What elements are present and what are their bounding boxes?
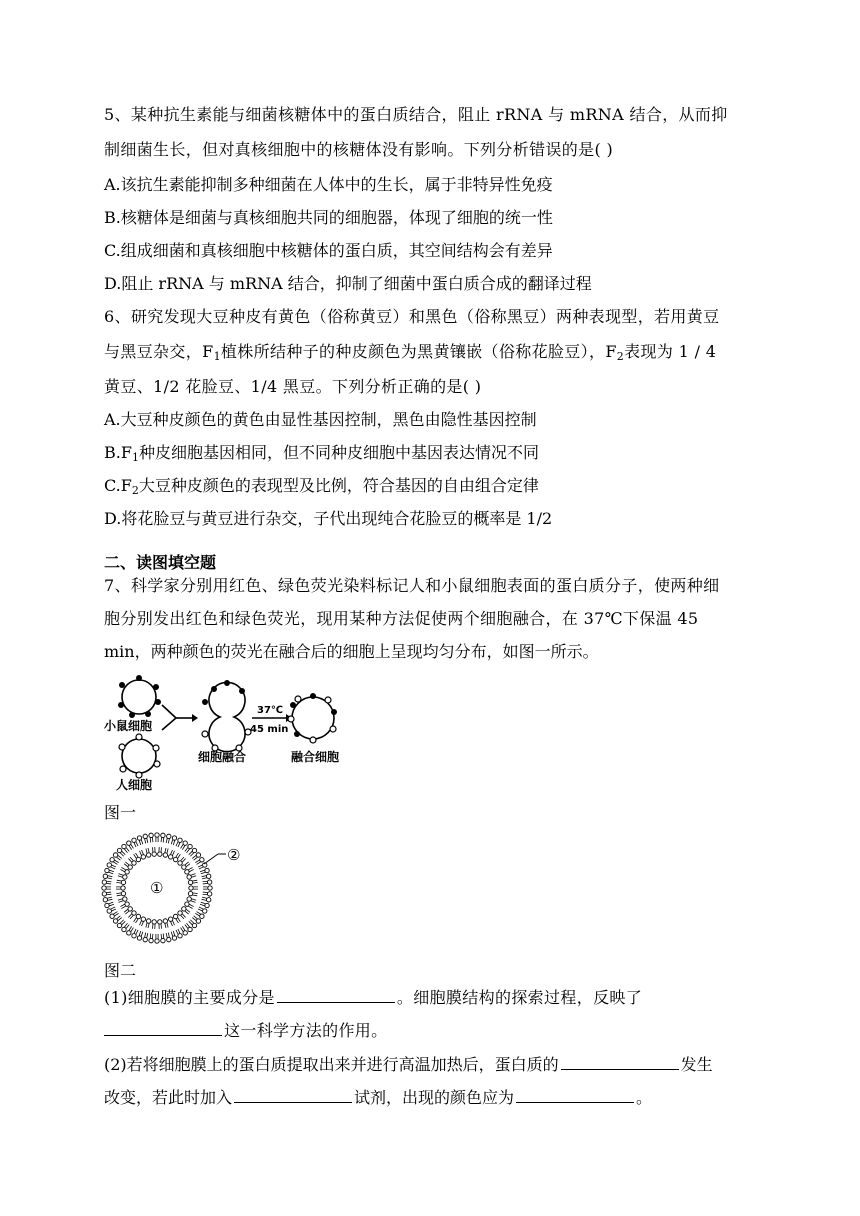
phospholipid-head [172,936,176,940]
phospholipid-head [188,891,192,895]
q5-option-a: A.该抗生素能抑制多种细菌在人体中的生长，属于非特异性免疫 [104,175,553,194]
phospholipid-head [143,937,147,941]
phospholipid-head [146,919,150,923]
phospholipid-head [158,920,162,924]
phospholipid-head [172,836,176,840]
phospholipid-head [136,914,140,918]
phospholipid-head [127,841,131,845]
q7-sub1-line1 [104,988,642,1008]
q7-sub2-text-e: 。 [636,1088,653,1107]
mouse-cell-circle [122,680,156,714]
phospholipid-head [155,939,159,943]
q6-sub-f2: 2 [616,350,625,363]
phospholipid-head [185,902,189,906]
q7-sub2-text-a: (2)若将细胞膜上的蛋白质提取出来并进行高温加热后，蛋白质的 [104,1055,559,1074]
phospholipid-head [187,875,191,879]
phospholipid-head [110,858,114,862]
phospholipid-tail [153,924,156,929]
phospholipid-tail [203,887,208,889]
phospholipid-tail [156,837,158,842]
q6-option-c-prefix: C.F [104,476,132,495]
phospholipid-head [125,870,129,874]
fig1-arrow-time: 45 min [250,724,289,735]
figure-2-caption: 图二 [104,961,137,980]
phospholipid-tail [159,847,162,852]
phospholipid-head [122,844,126,848]
phospholipid-head [123,897,127,901]
phospholipid-head [183,841,187,845]
q7-stem-line2: 胞分别发出红色和绿色荧光，现用某种方法促使两个细胞融合，在 37℃下保温 45 [104,609,699,628]
phospholipid-head [207,892,211,896]
fig1-label-mouse: 小鼠细胞 [104,719,153,733]
phospholipid-head [152,852,156,856]
answer-blank-3[interactable] [561,1055,679,1070]
q6-option-b [104,443,539,463]
phospholipid-head [173,857,177,861]
q6-option-c-text: 大豆种皮颜色的表现型及比例，符合基因的自由组合定律 [138,476,539,495]
phospholipid-head [137,936,141,940]
phospholipid-head [161,938,165,942]
phospholipid-head [161,833,165,837]
answer-blank-5[interactable] [516,1088,634,1103]
q7-sub1-text-b: 。细胞膜结构的探索过程，反映了 [396,988,643,1007]
q6-option-b-sub: 1 [131,451,139,464]
fig1-arrow-temp: 37℃ [257,705,284,716]
phospholipid-head [158,852,162,856]
phospholipid-head [200,858,204,862]
phospholipid-tail [145,933,148,938]
phospholipid-head [192,848,196,852]
q6-option-c-sub: 2 [131,484,139,497]
phospholipid-tail [202,876,207,879]
phospholipid-head [192,923,196,927]
phospholipid-head [117,923,121,927]
phospholipid-head [178,934,182,938]
q6-stem-line2-part-b: 植株所结种子的种皮颜色为黑黄镶嵌（俗称花脸豆），F [220,342,617,361]
phospholipid-head [155,833,159,837]
phospholipid-head [178,911,182,915]
q6-option-b-prefix: B.F [104,443,132,462]
phospholipid-tail [150,934,153,939]
phospholipid-head [149,833,153,837]
phospholipid-tail [106,887,111,889]
phospholipid-head [163,919,167,923]
phospholipid-head [105,903,109,907]
section-title: 二、读图填空题 [104,553,217,572]
human-cell-circle [122,739,156,773]
phospholipid-tail [202,897,207,900]
merge-bracket [162,705,176,730]
phospholipid-head [205,868,209,872]
phospholipid-head [141,855,145,859]
phospholipid-head [137,836,141,840]
phospholipid-tail [193,880,198,883]
phospholipid-head [107,863,111,867]
phospholipid-head [203,909,207,913]
phospholipid-head [127,931,131,935]
q5-stem-line2: 制细菌生长，但对真核细胞中的核糖体没有影响。下列分析错误的是( ) [104,140,614,159]
phospholipid-tail [150,837,153,842]
q6-option-d: D.将花脸豆与黄豆进行杂交，子代出现纯合花脸豆的概率是 1/2 [104,509,553,528]
phospholipid-head [189,886,193,890]
phospholipid-tail [106,881,111,884]
phospholipid-head [196,919,200,923]
phospholipid-head [168,855,172,859]
phospholipid-head [208,886,212,890]
phospholipid-head [132,861,136,865]
phospholipid-head [185,870,189,874]
phospholipid-tail [159,924,162,929]
phospholipid-head [121,891,125,895]
phospholipid-head [122,927,126,931]
phospholipid-tail [161,934,164,939]
q7-sub2-text-c: 改变，若此时加入 [104,1088,233,1107]
phospholipid-head [167,937,171,941]
phospholipid-head [205,903,209,907]
phospholipid-head [182,865,186,869]
phospholipid-tail [116,893,121,896]
fig1-label-fusing: 细胞融合 [198,750,247,764]
q6-option-b-text: 种皮细胞基因相同，但不同种皮细胞中基因表达情况不同 [138,443,539,462]
phospholipid-head [117,848,121,852]
phospholipid-head [121,880,125,884]
phospholipid-head [103,898,107,902]
phospholipid-head [188,880,192,884]
phospholipid-head [183,931,187,935]
phospholipid-tail [156,934,158,939]
q6-sub-f1: 1 [213,350,221,363]
q7-sub2-line2 [104,1088,652,1108]
q7-stem-line1: 7、科学家分别用红色、绿色荧光染料标记人和小鼠细胞表面的蛋白质分子，使两种细 [104,576,720,595]
q7-sub2-text-b: 发生 [680,1055,713,1074]
phospholipid-head [167,834,171,838]
phospholipid-head [178,838,182,842]
phospholipid-head [132,838,136,842]
answer-blank-1[interactable] [277,988,395,1003]
q7-stem-line3: min，两种颜色的荧光在融合后的细胞上呈现均匀分布，如图一所示。 [104,642,599,661]
phospholipid-head [143,834,147,838]
phospholipid-head [182,907,186,911]
phospholipid-head [206,898,210,902]
phospholipid-tail [107,897,112,900]
q6-stem-line2-part-c: 表现为 1 / 4 [624,342,717,361]
phospholipid-head [146,853,150,857]
answer-blank-2[interactable] [104,1021,222,1036]
q5-stem-line1: 5、某种抗生素能与细菌核糖体中的蛋白质结合，阻止 rRNA 与 mRNA 结合，从而抑 [104,105,728,124]
phospholipid-head [102,880,106,884]
phospholipid-head [152,920,156,924]
q7-sub2-text-d: 试剂，出现的颜色应为 [354,1088,515,1107]
phospholipid-head [125,902,129,906]
phospholipid-head [163,853,167,857]
phospholipid-tail [116,887,121,889]
phospholipid-head [141,917,145,921]
fig2-label-1: ① [150,879,164,897]
phospholipid-tail [145,838,148,843]
q7-sub1-text-a: (1)细胞膜的主要成分是 [104,988,275,1007]
figure-2-liposome [100,826,250,951]
phospholipid-tail [153,847,156,852]
phospholipid-head [173,914,177,918]
q6-stem-line2-part-a: 与黑豆杂交，F [104,342,214,361]
phospholipid-head [103,874,107,878]
phospholipid-head [102,886,106,890]
q7-sub2-line1 [104,1055,713,1075]
phospholipid-head [132,934,136,938]
phospholipid-head [178,861,182,865]
phospholipid-head [168,917,172,921]
phospholipid-head [128,907,132,911]
phospholipid-head [128,865,132,869]
phospholipid-head [123,875,127,879]
phospholipid-tail [161,837,164,842]
q6-stem-line1: 6、研究发现大豆种皮有黄色（俗称黄豆）和黑色（俗称黑豆）两种表现型，若用黄豆 [104,307,720,326]
phospholipid-head [187,897,191,901]
phospholipid-tail [193,893,198,896]
phospholipid-head [110,914,114,918]
phospholipid-head [188,927,192,931]
fig2-label-2: ② [227,846,241,864]
phospholipid-tail [193,887,198,889]
q5-option-b: B.核糖体是细菌与真核细胞共同的细胞器，体现了细胞的统一性 [104,208,553,227]
phospholipid-head [206,874,210,878]
phospholipid-head [113,853,117,857]
q7-sub1-line2 [104,1021,388,1041]
phospholipid-head [136,857,140,861]
answer-blank-4[interactable] [234,1088,352,1103]
phospholipid-tail [116,880,121,883]
phospholipid-head [105,868,109,872]
phospholipid-tail [106,892,111,895]
phospholipid-head [149,938,153,942]
phospholipid-tail [166,933,169,938]
q5-option-c: C.组成细菌和真核细胞中核糖体的蛋白质，其空间结构会有差异 [104,241,553,260]
fig1-label-human: 人细胞 [116,778,153,792]
phospholipid-head [196,853,200,857]
phospholipid-head [113,919,117,923]
phospholipid-tail [203,881,208,884]
phospholipid-head [132,911,136,915]
phospholipid-tail [203,892,208,895]
fig1-label-fused: 融合细胞 [291,750,340,764]
q6-option-c [104,476,539,496]
phospholipid-tail [107,876,112,879]
phospholipid-head [207,880,211,884]
phospholipid-head [200,914,204,918]
phospholipid-head [188,844,192,848]
q6-option-a: A.大豆种皮颜色的黄色由显性基因控制，黑色由隐性基因控制 [104,410,537,429]
phospholipid-head [102,892,106,896]
q7-sub1-text-c: 这一科学方法的作用。 [224,1021,388,1040]
phospholipid-head [107,909,111,913]
figure-1-cell-fusion [102,672,352,794]
phospholipid-head [121,886,125,890]
phospholipid-tail [166,838,169,843]
q6-stem-line2 [104,342,716,362]
q5-option-d: D.阻止 rRNA 与 mRNA 结合，抑制了细菌中蛋白质合成的翻译过程 [104,274,592,293]
figure-1-caption: 图一 [104,803,137,822]
q6-stem-line3: 黄豆、1/2 花脸豆、1/4 黑豆。下列分析正确的是( ) [104,377,482,396]
